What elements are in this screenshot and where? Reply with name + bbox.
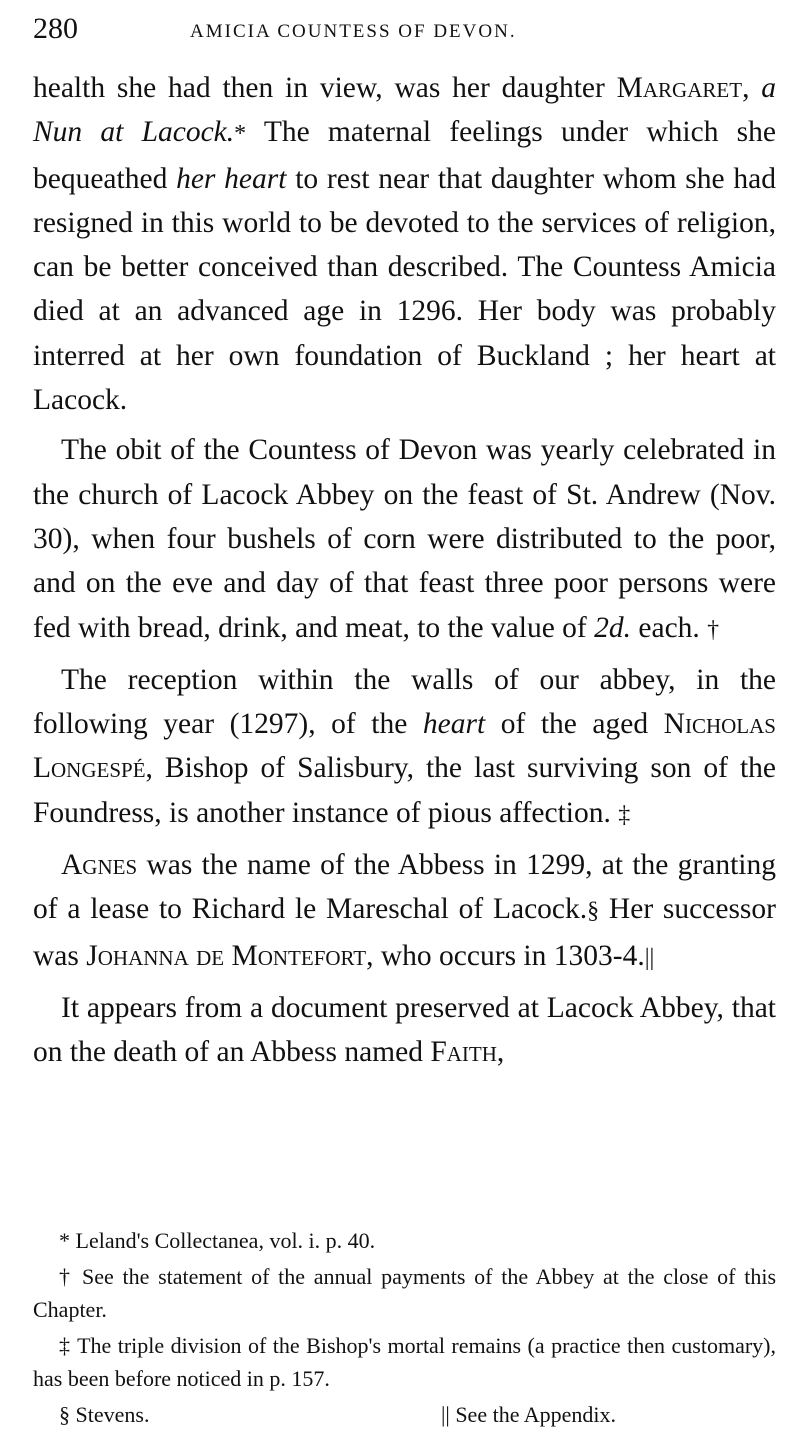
name-margaret: Margaret [616,72,743,104]
running-head [0,8,800,52]
text-run: The reception within the walls of our abbey, in the following year (1297), of the [33,663,776,741]
paragraph-5 [33,986,776,1075]
footnote-text: See the statement of the annual payments of the Abbey at the close of this Chapter. [33,1264,776,1322]
text-run: to rest near that daughter whom she had resigned in this world to be devoted to the services of religion, can be better conceived than described. The Countess Amicia died at an advanced age in 1296. Her body was probably interred at her own foundation of Buckland ; her heart at Lacock. [33,162,776,417]
text-run: The obit of the Countess of Devon was yearly celebrated in the church of Lacock Abbey on the feast of St. Andrew (Nov. 30), when four bushels of corn were distributed to the poor, and on the eve and day of that feast three poor persons were fed with bread, drink, and meat, to the value of [33,434,776,644]
footnote-mark: § [59,1402,70,1427]
text-run: each. [631,611,708,644]
body-text [33,66,776,1075]
footnote-3 [33,1329,776,1395]
paragraph-3 [33,658,776,837]
text-run: , who occurs in 1303-4. [366,939,645,972]
name-johanna-de-montefort: Johanna de Montefort [86,939,367,972]
text-run: The maternal feelings under which she bequeathed [33,116,776,195]
paragraph-1 [33,66,776,422]
text-run: , [496,1036,505,1069]
footnote-text: The triple division of the Bishop's mortal remains (a practice then customary), has been before noticed in p. 157. [33,1333,776,1391]
footnote-1 [33,1224,776,1257]
footnote-mark: † [59,1264,74,1289]
text-run: Her successor was [33,893,776,972]
text-run: of the aged [485,708,664,741]
footnote-ref-5: || [644,944,655,971]
name-faith: Faith [430,1036,497,1069]
name-nicholas-longespe: Nicholas Longespé [33,708,776,785]
text-run: , [742,72,762,104]
text-run: was the name of the Abbess in 1299, at the granting of a lease to Richard le Mareschal of Lacock. [33,849,776,926]
footnote-mark: ‡ [59,1333,71,1358]
footnote-row [33,1398,776,1431]
paragraph-2 [33,428,776,651]
footnotes [33,1224,776,1434]
name-agnes: Agnes [61,849,138,882]
text-run: , Bishop of Salisbury, the last surviving son of the Foundress, is another instance of pious affection. [33,752,776,829]
italic-phrase: heart [422,708,486,741]
footnote-text: See the Appendix. [455,1402,617,1427]
footnote-ref-2: † [707,616,720,643]
page-number: 280 [33,12,78,45]
footnote-4 [59,1398,149,1431]
footnote-ref-4: § [587,898,600,925]
footnote-text: Stevens. [75,1402,150,1427]
footnote-text: Leland's Collectanea, vol. i. p. 40. [75,1228,376,1253]
paragraph-4 [33,843,776,980]
footnote-mark: || [441,1402,450,1427]
text-run: It appears from a document preserved at Lacock Abbey, that on the death of an Abbess named [33,991,776,1069]
italic-phrase: a Nun at Lacock. [33,72,777,149]
footnote-5 [441,1398,616,1431]
footnote-ref-1: * [234,121,247,148]
footnote-mark: * [59,1228,70,1253]
running-title: AMICIA COUNTESS OF DEVON. [190,21,517,42]
footnote-2 [33,1260,776,1326]
text-run: health she had then in view, was her daughter [33,72,617,104]
italic-phrase: 2d. [594,611,632,644]
footnote-ref-3: ‡ [618,801,631,828]
italic-phrase: her heart [176,162,287,195]
